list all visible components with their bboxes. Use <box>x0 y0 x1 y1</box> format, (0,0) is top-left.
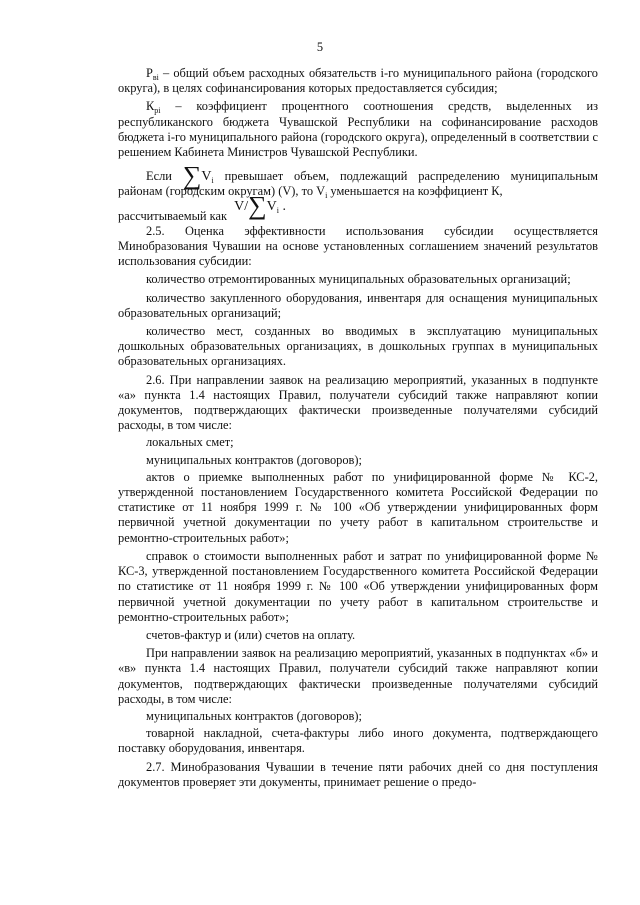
symbol-vi-subscript: i <box>325 191 328 201</box>
paragraph-applications: При направлении заявок на реализацию мероприятий, указанных в подпунктах «б» и «в» пункта 1.4 настоящих Правил, получатели субсидий также направляют копии документов, подтверждающих фактически произведенные получателями субсидий расходы, в том числе: <box>118 646 598 706</box>
paragraph-2-5: 2.5. Оценка эффективности использования субсидии осуществляется Минобразования Чувашии на основе установленных соглашением значений результатов использования субсидии: <box>118 223 598 269</box>
symbol-v: V <box>201 169 212 185</box>
paragraph-item: количество мест, созданных во вводимых в эксплуатацию муниципальных дошкольных образовательных организациях, в дошкольных группах в муниципальных образовательных организациях. <box>118 324 598 369</box>
formula-v: V/ <box>234 198 249 214</box>
paragraph-k-ri <box>118 99 598 160</box>
paragraph-text: – коэффициент процентного соотношения средств, выделенных из республиканского бюджета Чувашской Республики на софинансирование расходов бюджета i-го муниципального района (городского округа), определенный в соответствии с решением Кабинета Министров Чувашской Республики. <box>118 99 598 160</box>
page-number: 5 <box>316 40 324 54</box>
paragraph-item: количество отремонтированных муниципальных образовательных организаций; <box>146 272 571 287</box>
word-if: Если <box>146 169 172 184</box>
formula-period: . <box>279 198 286 214</box>
formula-vj: V <box>266 198 277 214</box>
paragraph-item: актов о приемке выполненных работ по унифицированной форме № КС-2, утвержденной постановлением Государственного комитета Российской Федерации по статистике от 11 ноября 1999 г. № 100 «Об утверждении унифицированных форм первичной учетной документации по учету работ в капитальном строительстве и ремонтно-строительных работ»; <box>118 469 598 545</box>
paragraph-2-7: 2.7. Минобразования Чувашии в течение пяти рабочих дней со дня поступления документов проверяет эти документы, принимает решение о предо- <box>118 759 598 789</box>
paragraph-item: счетов-фактур и (или) счетов на оплату. <box>146 627 356 642</box>
calc-label: рассчитываемый как <box>118 208 227 223</box>
formula-vj-subscript: i <box>276 205 279 215</box>
symbol-r-subscript: вi <box>152 73 159 82</box>
paragraph-2-6: 2.6. При направлении заявок на реализацию мероприятий, указанных в подпункте «а» пункта 1.4 настоящих Правил, получатели субсидий также направляют копии документов, подтверждающих фактически произведенные получателями субсидий расходы, в том числе: <box>118 372 598 433</box>
formula-v-over-sum <box>234 190 286 220</box>
paragraph-item: товарной накладной, счета-фактуры либо иного документа, подтверждающего поставку оборудования, инвентаря. <box>118 726 598 756</box>
paragraph-item: справок о стоимости выполненных работ и затрат по унифицированной форме № КС-3, утвержденной постановлением Государственного комитета Российской Федерации по статистике от 11 ноября 1999 г. № 100 «Об утверждении унифицированных форм первичной учетной документации по учету работ в капитальном строительстве и ремонтно-строительных работ»; <box>118 548 598 624</box>
paragraph-text: – общий объем расходных обязательств i-го муниципального района (городского округа), в целях софинансирования которых предоставляется субсидия; <box>118 66 598 96</box>
paragraph-p-vi <box>118 66 598 96</box>
paragraph-item: количество закупленного оборудования, инвентаря для оснащения муниципальных образовательных организаций; <box>118 290 598 320</box>
sigma-symbol: ∑ <box>182 161 202 191</box>
symbol-k: К <box>146 99 155 114</box>
paragraph-item: муниципальных контрактов (договоров); <box>146 708 362 723</box>
symbol-r: Р <box>146 66 153 80</box>
paragraph-item: муниципальных контрактов (договоров); <box>146 452 362 467</box>
symbol-v-subscript: i <box>211 176 214 186</box>
symbol-k-subscript: рi <box>154 106 161 116</box>
paragraph-item: локальных смет; <box>146 435 234 450</box>
paragraph-if-sum <box>118 161 598 201</box>
paragraph-text: превышает объем, подлежащий распределению муниципальным районам (городским округам) (V), то V <box>118 169 598 199</box>
document-body <box>118 66 598 790</box>
sigma-symbol: ∑ <box>248 190 267 220</box>
paragraph-text-cont: уменьшается на коэффициент К, <box>327 184 503 199</box>
